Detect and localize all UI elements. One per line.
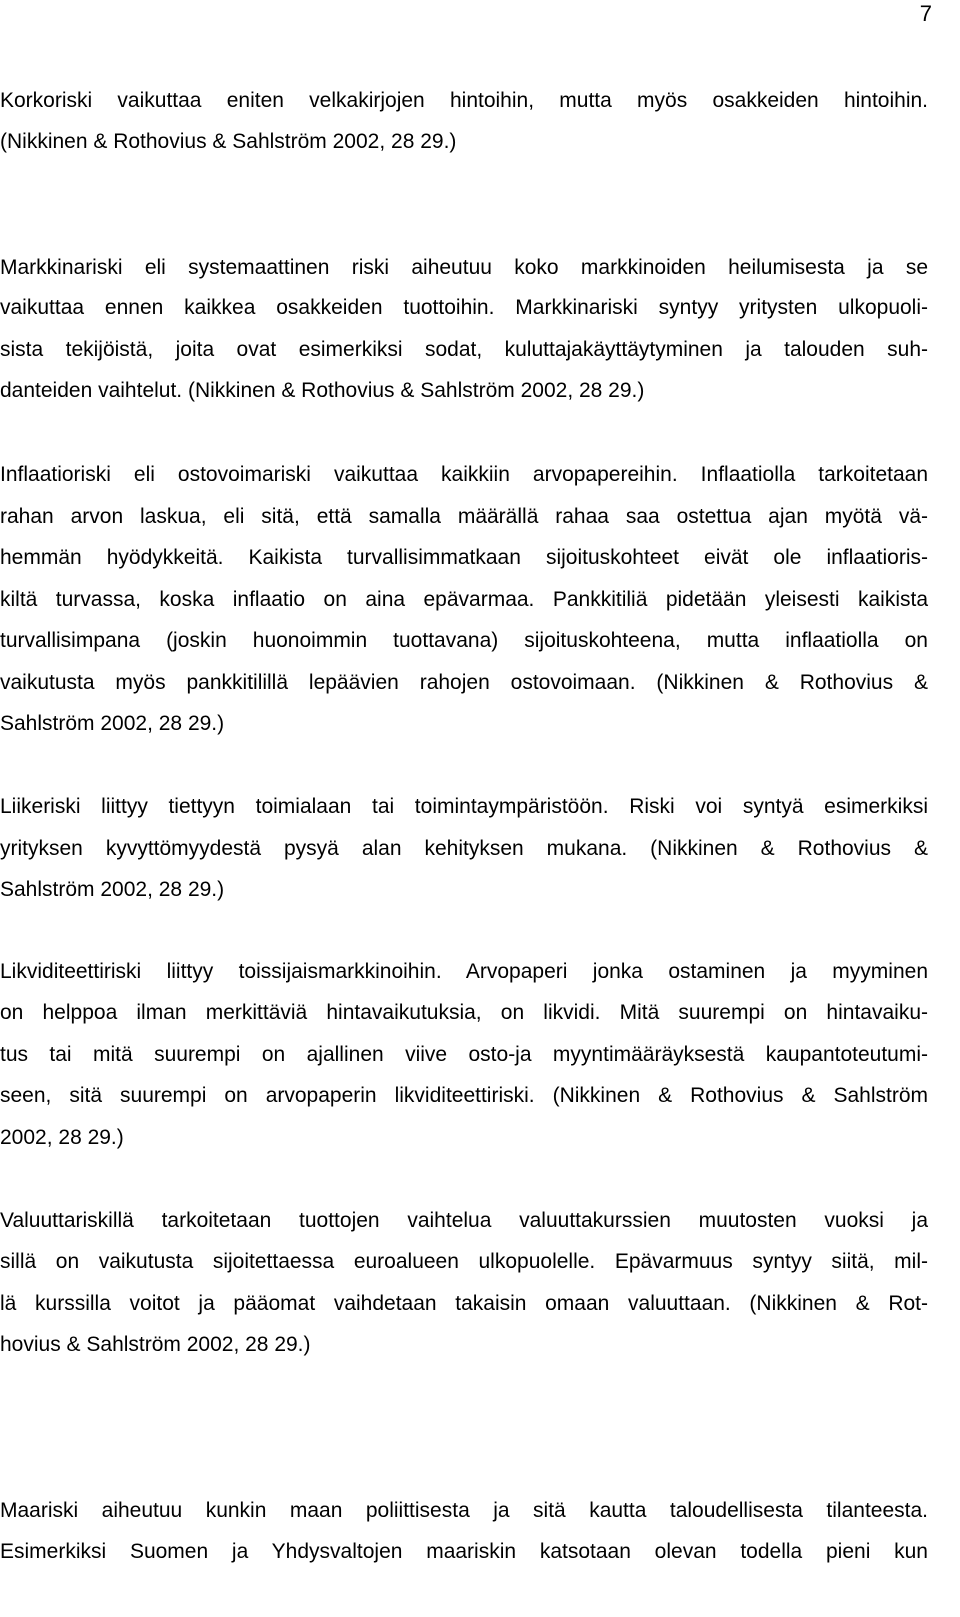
paragraph-3-line-7: Sahlström 2002, 28 29.)	[0, 712, 225, 735]
paragraph-2-line-2: vaikuttaa ennen kaikkea osakkeiden tuottoihin. Markkinariski syntyy yritysten ulkopuoli-	[0, 296, 928, 319]
paragraph-3-line-2: rahan arvon laskua, eli sitä, että samalla määrällä rahaa saa ostettua ajan myötä vä-	[0, 505, 928, 528]
paragraph-7-line-2: Esimerkiksi Suomen ja Yhdysvaltojen maariskin katsotaan olevan todella pieni kun	[0, 1540, 928, 1563]
paragraph-5-line-3: tus tai mitä suurempi on ajallinen viive osto-ja myyntimääräyksestä kaupantoteutumi-	[0, 1043, 928, 1066]
paragraph-5-line-4: seen, sitä suurempi on arvopaperin likviditeettiriski. (Nikkinen & Rothovius & Sahlström	[0, 1084, 928, 1107]
paragraph-4-line-3: Sahlström 2002, 28 29.)	[0, 878, 225, 901]
paragraph-3-line-1: Inflaatioriski eli ostovoimariski vaikuttaa kaikkiin arvopapereihin. Inflaatiolla tarkoitetaan	[0, 463, 928, 486]
paragraph-4-line-2: yrityksen kyvyttömyydestä pysyä alan kehityksen mukana. (Nikkinen & Rothovius &	[0, 837, 928, 860]
paragraph-5-line-2: on helppoa ilman merkittäviä hintavaikutuksia, on likvidi. Mitä suurempi on hintavaiku-	[0, 1001, 928, 1024]
paragraph-7-line-1: Maariski aiheutuu kunkin maan poliittisesta ja sitä kautta taloudellisesta tilanteesta.	[0, 1499, 928, 1522]
paragraph-5-line-1: Likviditeettiriski liittyy toissijaismarkkinoihin. Arvopaperi jonka ostaminen ja myyminen	[0, 960, 928, 983]
paragraph-6-line-2: sillä on vaikutusta sijoitettaessa euroalueen ulkopuolelle. Epävarmuus syntyy siitä, mil-	[0, 1250, 928, 1273]
paragraph-3-line-3: hemmän hyödykkeitä. Kaikista turvallisimmatkaan sijoituskohteet eivät ole inflaatioris-	[0, 546, 928, 569]
paragraph-1-line-2: (Nikkinen & Rothovius & Sahlström 2002, 28 29.)	[0, 130, 457, 153]
paragraph-5-line-5: 2002, 28 29.)	[0, 1126, 124, 1149]
paragraph-1-line-1: Korkoriski vaikuttaa eniten velkakirjojen hintoihin, mutta myös osakkeiden hintoihin.	[0, 89, 928, 112]
paragraph-3-line-5: turvallisimpana (joskin huonoimmin tuottavana) sijoituskohteena, mutta inflaatiolla on	[0, 629, 928, 652]
paragraph-6-line-4: hovius & Sahlström 2002, 28 29.)	[0, 1333, 311, 1356]
paragraph-3-line-4: kiltä turvassa, koska inflaatio on aina epävarmaa. Pankkitiliä pidetään yleisesti kaikista	[0, 588, 928, 611]
paragraph-2-line-4: danteiden vaihtelut. (Nikkinen & Rothovius & Sahlström 2002, 28 29.)	[0, 379, 645, 402]
paragraph-3-line-6: vaikutusta myös pankkitilillä lepäävien rahojen ostovoimaan. (Nikkinen & Rothovius &	[0, 671, 928, 694]
page-number: 7	[919, 1, 932, 26]
paragraph-2-line-3: sista tekijöistä, joita ovat esimerkiksi sodat, kuluttajakäyttäytyminen ja talouden suh-	[0, 338, 928, 361]
paragraph-4-line-1: Liikeriski liittyy tiettyyn toimialaan tai toimintaympäristöön. Riski voi syntyä esimerkiksi	[0, 795, 928, 818]
paragraph-2-line-1: Markkinariski eli systemaattinen riski aiheutuu koko markkinoiden heilumisesta ja se	[0, 256, 928, 279]
paragraph-6-line-1: Valuuttariskillä tarkoitetaan tuottojen vaihtelua valuuttakurssien muutosten vuoksi ja	[0, 1209, 928, 1232]
paragraph-6-line-3: lä kurssilla voitot ja pääomat vaihdetaan takaisin omaan valuuttaan. (Nikkinen & Rot-	[0, 1292, 928, 1315]
